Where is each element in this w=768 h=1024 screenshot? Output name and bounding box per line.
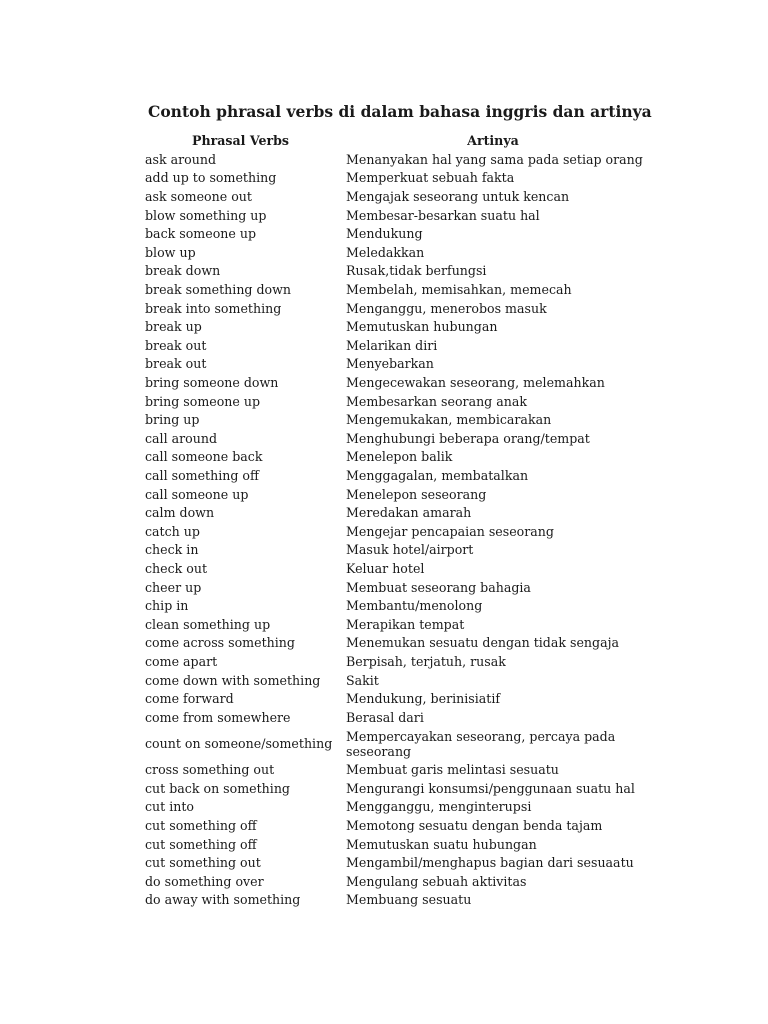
phrasal-verb-cell: call around bbox=[145, 430, 218, 446]
table-row bbox=[140, 578, 645, 597]
meaning-cell: Mengejar pencapaian seseorang bbox=[346, 523, 554, 539]
phrasal-verb-cell: break up bbox=[145, 319, 202, 335]
phrasal-verb-cell: break something down bbox=[145, 282, 292, 298]
table-row bbox=[140, 727, 645, 761]
phrasal-verb-cell: ask around bbox=[145, 151, 216, 167]
table-row bbox=[140, 653, 645, 672]
table-row bbox=[140, 337, 645, 356]
meaning-cell: Sakit bbox=[346, 672, 379, 688]
table-row bbox=[140, 318, 645, 337]
phrasal-verb-cell: cross something out bbox=[145, 762, 275, 778]
meaning-cell: Berpisah, terjatuh, rusak bbox=[346, 653, 506, 669]
column-header-phrasal-verbs: Phrasal Verbs bbox=[192, 133, 289, 149]
table-row bbox=[140, 835, 645, 854]
table-row bbox=[140, 817, 645, 836]
meaning-cell: Keluar hotel bbox=[346, 560, 425, 576]
meaning-cell: Mempercayakan seseorang, percaya pada seseorang bbox=[346, 728, 616, 759]
table-row bbox=[140, 430, 645, 449]
phrasal-verb-cell: do away with something bbox=[145, 892, 301, 908]
phrasal-verb-cell: cut into bbox=[145, 799, 195, 815]
table-row bbox=[140, 504, 645, 523]
table-row bbox=[140, 262, 645, 281]
phrasal-verb-cell: break down bbox=[145, 263, 221, 279]
meaning-cell: Memutuskan suatu hubungan bbox=[346, 836, 537, 852]
table-row bbox=[140, 374, 645, 393]
phrasal-verb-cell: come forward bbox=[145, 691, 234, 707]
phrasal-verb-cell: cut back on something bbox=[145, 780, 290, 796]
phrasal-verb-cell: blow something up bbox=[145, 207, 267, 223]
table-row bbox=[140, 411, 645, 430]
table-row bbox=[140, 151, 645, 170]
phrasal-verb-cell: come apart bbox=[145, 653, 218, 669]
table-row bbox=[140, 891, 645, 910]
phrasal-verb-cell: blow up bbox=[145, 244, 196, 260]
meaning-cell: Mengemukakan, membicarakan bbox=[346, 412, 552, 428]
meaning-cell: Mendukung, berinisiatif bbox=[346, 691, 501, 707]
phrasal-verb-cell: call someone up bbox=[145, 486, 249, 502]
table-row bbox=[140, 873, 645, 892]
meaning-cell: Membantu/menolong bbox=[346, 598, 483, 614]
phrasal-verb-cell: break out bbox=[145, 337, 207, 353]
meaning-cell: Memotong sesuatu dengan benda tajam bbox=[346, 818, 603, 834]
table-row bbox=[140, 448, 645, 467]
phrasal-verb-cell: bring someone up bbox=[145, 393, 261, 409]
table-row bbox=[140, 225, 645, 244]
column-header-artinya: Artinya bbox=[467, 133, 519, 149]
meaning-cell: Membuang sesuatu bbox=[346, 892, 472, 908]
phrasal-verb-cell: call something off bbox=[145, 467, 259, 483]
meaning-cell: Membelah, memisahkan, memecah bbox=[346, 282, 572, 298]
meaning-cell: Mengganggu, menginterupsi bbox=[346, 799, 532, 815]
table-row bbox=[140, 188, 645, 207]
phrasal-verb-cell: bring someone down bbox=[145, 375, 279, 391]
table-row bbox=[140, 597, 645, 616]
meaning-cell: Merapikan tempat bbox=[346, 616, 465, 632]
phrasal-verb-cell: do something over bbox=[145, 873, 264, 889]
phrasal-verbs-table bbox=[140, 132, 645, 910]
phrasal-verb-cell: check out bbox=[145, 560, 208, 576]
meaning-cell: Menyebarkan bbox=[346, 356, 434, 372]
meaning-cell: Masuk hotel/airport bbox=[346, 542, 474, 558]
phrasal-verb-cell: cut something off bbox=[145, 836, 257, 852]
table-row bbox=[140, 560, 645, 579]
phrasal-verb-cell: break out bbox=[145, 356, 207, 372]
meaning-cell: Meledakkan bbox=[346, 244, 425, 260]
table-row bbox=[140, 798, 645, 817]
table-row bbox=[140, 244, 645, 263]
meaning-cell: Mengulang sebuah aktivitas bbox=[346, 873, 527, 889]
table-row bbox=[140, 761, 645, 780]
phrasal-verb-cell: bring up bbox=[145, 412, 200, 428]
meaning-cell: Menggagalan, membatalkan bbox=[346, 467, 529, 483]
meaning-cell: Menelepon balik bbox=[346, 449, 453, 465]
table-row bbox=[140, 671, 645, 690]
meaning-cell: Mendukung bbox=[346, 226, 423, 242]
meaning-cell: Memutuskan hubungan bbox=[346, 319, 498, 335]
meaning-cell: Membuat garis melintasi sesuatu bbox=[346, 762, 559, 778]
meaning-cell: Membesar-besarkan suatu hal bbox=[346, 207, 540, 223]
phrasal-verb-cell: cut something off bbox=[145, 818, 257, 834]
meaning-cell: Menganggu, menerobos masuk bbox=[346, 300, 547, 316]
table-row bbox=[140, 541, 645, 560]
phrasal-verb-cell: come across something bbox=[145, 635, 295, 651]
table-row bbox=[140, 634, 645, 653]
table-row bbox=[140, 485, 645, 504]
phrasal-verb-cell: add up to something bbox=[145, 170, 277, 186]
table-row bbox=[140, 206, 645, 225]
phrasal-verb-cell: ask someone out bbox=[145, 189, 252, 205]
meaning-cell: Mengajak seseorang untuk kencan bbox=[346, 189, 570, 205]
phrasal-verb-cell: come down with something bbox=[145, 672, 321, 688]
table-body bbox=[140, 151, 645, 910]
meaning-cell: Meredakan amarah bbox=[346, 505, 472, 521]
meaning-cell: Rusak,tidak berfungsi bbox=[346, 263, 487, 279]
table-header-row bbox=[140, 132, 645, 151]
phrasal-verb-cell: check in bbox=[145, 542, 199, 558]
meaning-cell: Memperkuat sebuah fakta bbox=[346, 170, 515, 186]
meaning-cell: Menanyakan hal yang sama pada setiap orang bbox=[346, 151, 643, 167]
phrasal-verb-cell: come from somewhere bbox=[145, 709, 291, 725]
meaning-cell: Membuat seseorang bahagia bbox=[346, 579, 531, 595]
table-row bbox=[140, 854, 645, 873]
phrasal-verb-cell: cheer up bbox=[145, 579, 202, 595]
table-row bbox=[140, 522, 645, 541]
table-row bbox=[140, 392, 645, 411]
phrasal-verb-cell: calm down bbox=[145, 505, 215, 521]
phrasal-verb-cell: catch up bbox=[145, 523, 200, 539]
meaning-cell: Membesarkan seorang anak bbox=[346, 393, 528, 409]
table-row bbox=[140, 299, 645, 318]
page-title: Contoh phrasal verbs di dalam bahasa inggris dan artinya bbox=[148, 102, 652, 121]
meaning-cell: Menemukan sesuatu dengan tidak sengaja bbox=[346, 635, 620, 651]
meaning-cell: Menelepon seseorang bbox=[346, 486, 487, 502]
phrasal-verb-cell: call someone back bbox=[145, 449, 263, 465]
table-row bbox=[140, 690, 645, 709]
phrasal-verb-cell: cut something out bbox=[145, 855, 261, 871]
meaning-cell: Mengurangi konsumsi/penggunaan suatu hal bbox=[346, 780, 635, 796]
phrasal-verb-cell: chip in bbox=[145, 598, 189, 614]
meaning-cell: Mengecewakan seseorang, melemahkan bbox=[346, 375, 605, 391]
phrasal-verb-cell: clean something up bbox=[145, 616, 271, 632]
phrasal-verb-cell: break into something bbox=[145, 300, 282, 316]
table-row bbox=[140, 780, 645, 799]
table-row bbox=[140, 708, 645, 727]
meaning-cell: Menghubungi beberapa orang/tempat bbox=[346, 430, 590, 446]
meaning-cell: Berasal dari bbox=[346, 709, 424, 725]
table-row bbox=[140, 169, 645, 188]
meaning-cell: Mengambil/menghapus bagian dari sesuaatu bbox=[346, 855, 634, 871]
table-row bbox=[140, 615, 645, 634]
table-row bbox=[140, 355, 645, 374]
meaning-cell: Melarikan diri bbox=[346, 337, 438, 353]
phrasal-verb-cell: count on someone/something bbox=[145, 736, 333, 751]
table-row bbox=[140, 467, 645, 486]
table-row bbox=[140, 281, 645, 300]
phrasal-verb-cell: back someone up bbox=[145, 226, 257, 242]
